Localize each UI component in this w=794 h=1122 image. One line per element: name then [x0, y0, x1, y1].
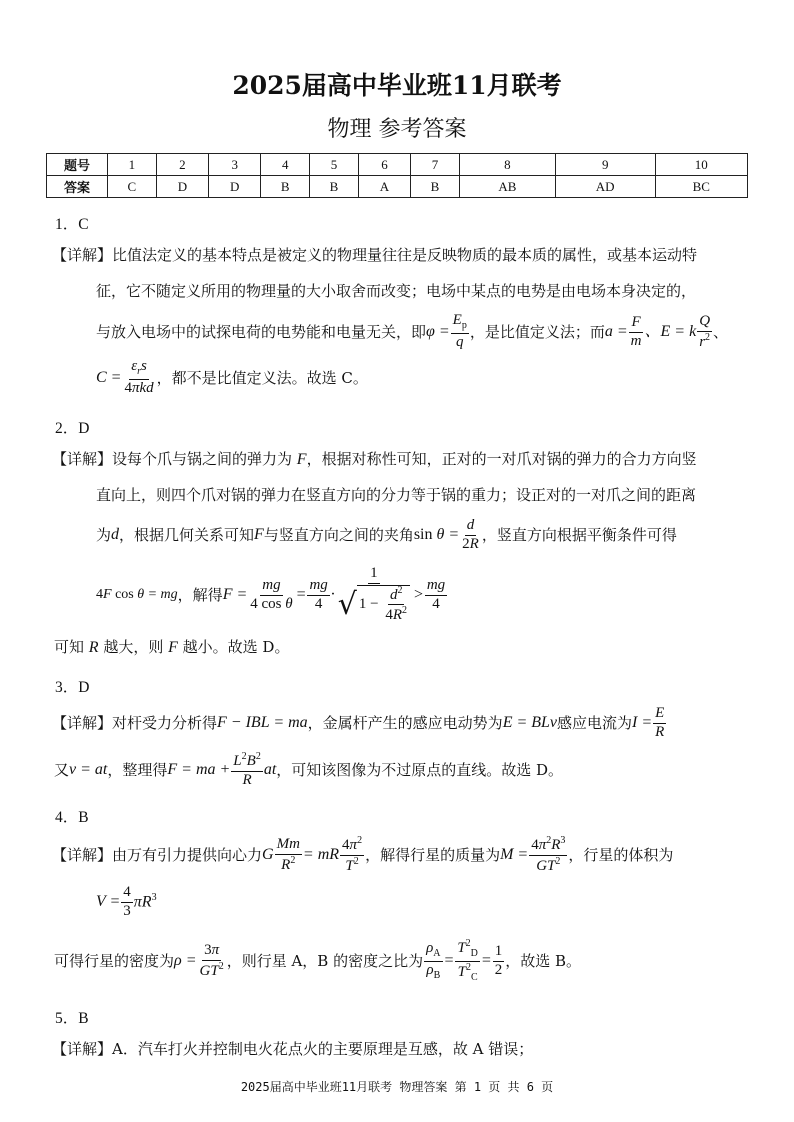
table-cell-number: 5: [310, 154, 359, 176]
question-4-label: 4．B: [55, 809, 89, 826]
table-cell-number: 3: [209, 154, 261, 176]
table-cell-answer: B: [261, 176, 310, 198]
table-cell-number: 6: [358, 154, 410, 176]
page-footer: 2025届高中毕业班11月联考 物理答案 第 1 页 共 6 页: [240, 1080, 554, 1094]
question-5-line-1: 【详解】A．汽车打火并控制电火花点火的主要原理是互感，故 A 错误；: [52, 1040, 534, 1058]
question-2-line-3: 为 d ，根据几何关系可知 F 与竖直方向之间的夹角 sin θ = $\frac{d}{2R}$ ，竖直方向根据平衡条件可得: [96, 516, 677, 552]
question-2-line-4: 4F cos θ = mg ，解得 F = $\frac{mg}{\text{4 cos θ}}$ = $\frac{mg}{4}$ · 1 √ 1 − $\frac{d^2}{4R^2}$ > $\frac{mg}{4}$: [96, 564, 446, 624]
table-cell-answer: D: [156, 176, 208, 198]
answer-table-number-row: [47, 154, 748, 176]
question-1-line-3: 与放入电场中的试探电荷的电势能和电量无关，即 φ = $\frac{E_p}{q}$ ，是比值定义法；而 a = $\frac{F}{m}$ 、E = k $\frac{Q}{r^2}$ 、: [96, 312, 729, 350]
detail-tag: 【详解】: [52, 246, 113, 264]
answer-table-answer-row: [47, 176, 748, 198]
question-4-line-2: V = $\frac{4}{3}$ $\pi R^3$: [96, 883, 157, 919]
table-cell-number: 2: [156, 154, 208, 176]
formula-capacitance: C =: [96, 369, 122, 386]
table-cell-answer: A: [358, 176, 410, 198]
question-5-label: 5．B: [55, 1010, 89, 1027]
page-title: 2025届高中毕业班11月联考: [232, 71, 562, 100]
table-cell-number: 8: [459, 154, 555, 176]
table-cell-number: 4: [261, 154, 310, 176]
table-cell-answer: B: [411, 176, 460, 198]
table-cell-number: 9: [555, 154, 655, 176]
question-3-line-1: 【详解】 对杆受力分析得 F − IBL = ma ，金属杆产生的感应电动势为 E = BLv 感应电流为 I = $\frac{E}{R}$: [52, 704, 665, 740]
table-cell-number: 1: [108, 154, 157, 176]
page-subtitle: 物理 参考答案: [327, 117, 467, 142]
question-4-line-3: 可得行星的密度为 ρ = $\frac{3\pi}{GT^2}$ ，则行星 A，B 的密度之比为 $\frac{\rho_A}{\rho_B}$ = $\frac{T^2_D}{T^2_C}$ = $\frac{1}{2}$ ，故选 B。: [54, 938, 581, 983]
question-2-line-1: 【详解】设每个爪与锅之间的弹力为 F，根据对称性可知，正对的一对爪对锅的弹力的合力方向竖: [52, 450, 697, 468]
question-1-line-4: C = $\frac{\varepsilon_rs}{\text{4πkd}}$ ，都不是比值定义法。故选 C。: [96, 358, 368, 396]
question-3-label: 3．D: [55, 679, 90, 696]
table-cell-number: 10: [655, 154, 747, 176]
table-cell-answer: AD: [555, 176, 655, 198]
question-1-label: 1．C: [55, 216, 89, 233]
question-1-line-1: 【详解】比值法定义的基本特点是被定义的物理量往往是反映物质的最本质的属性，或基本运动特: [52, 246, 698, 264]
question-2-line-2: 直向上，则四个爪对锅的弹力在竖直方向的分力等于锅的重力；设正对的一对爪之间的距离: [96, 486, 697, 504]
answer-table: [46, 153, 748, 198]
table-cell-answer: C: [108, 176, 157, 198]
row-header-number: 题号: [47, 154, 108, 176]
question-2-label: 2．D: [55, 420, 90, 437]
question-4-line-1: 【详解】 由万有引力提供向心力 G $\frac{Mm}{R^2}$ = mR $\frac{4\pi^2}{T^2}$ ，解得行星的质量为 M = $\frac{4\pi^2R^3}{GT^2}$ ，行星的体积为: [52, 834, 674, 874]
table-cell-answer: BC: [655, 176, 747, 198]
table-cell-answer: B: [310, 176, 359, 198]
formula-fraction: $\frac{E_p}{q}$: [452, 312, 467, 350]
table-cell-answer: D: [209, 176, 261, 198]
row-header-answer: 答案: [47, 176, 108, 198]
question-2-line-5: 可知 R 越大，则 F 越小。故选 D。: [54, 638, 290, 656]
table-cell-answer: AB: [459, 176, 555, 198]
question-3-line-2: 又 v = at ，整理得 F = ma + $\frac{L^2B^2}{R}$ at ，可知该图像为不过原点的直线。故选 D。: [54, 750, 564, 788]
table-cell-number: 7: [411, 154, 460, 176]
question-1-line-2: 征，它不随定义所用的物理量的大小取舍而改变；电场中某点的电势是由电场本身决定的，: [96, 282, 697, 300]
formula-potential: φ =: [426, 323, 450, 340]
